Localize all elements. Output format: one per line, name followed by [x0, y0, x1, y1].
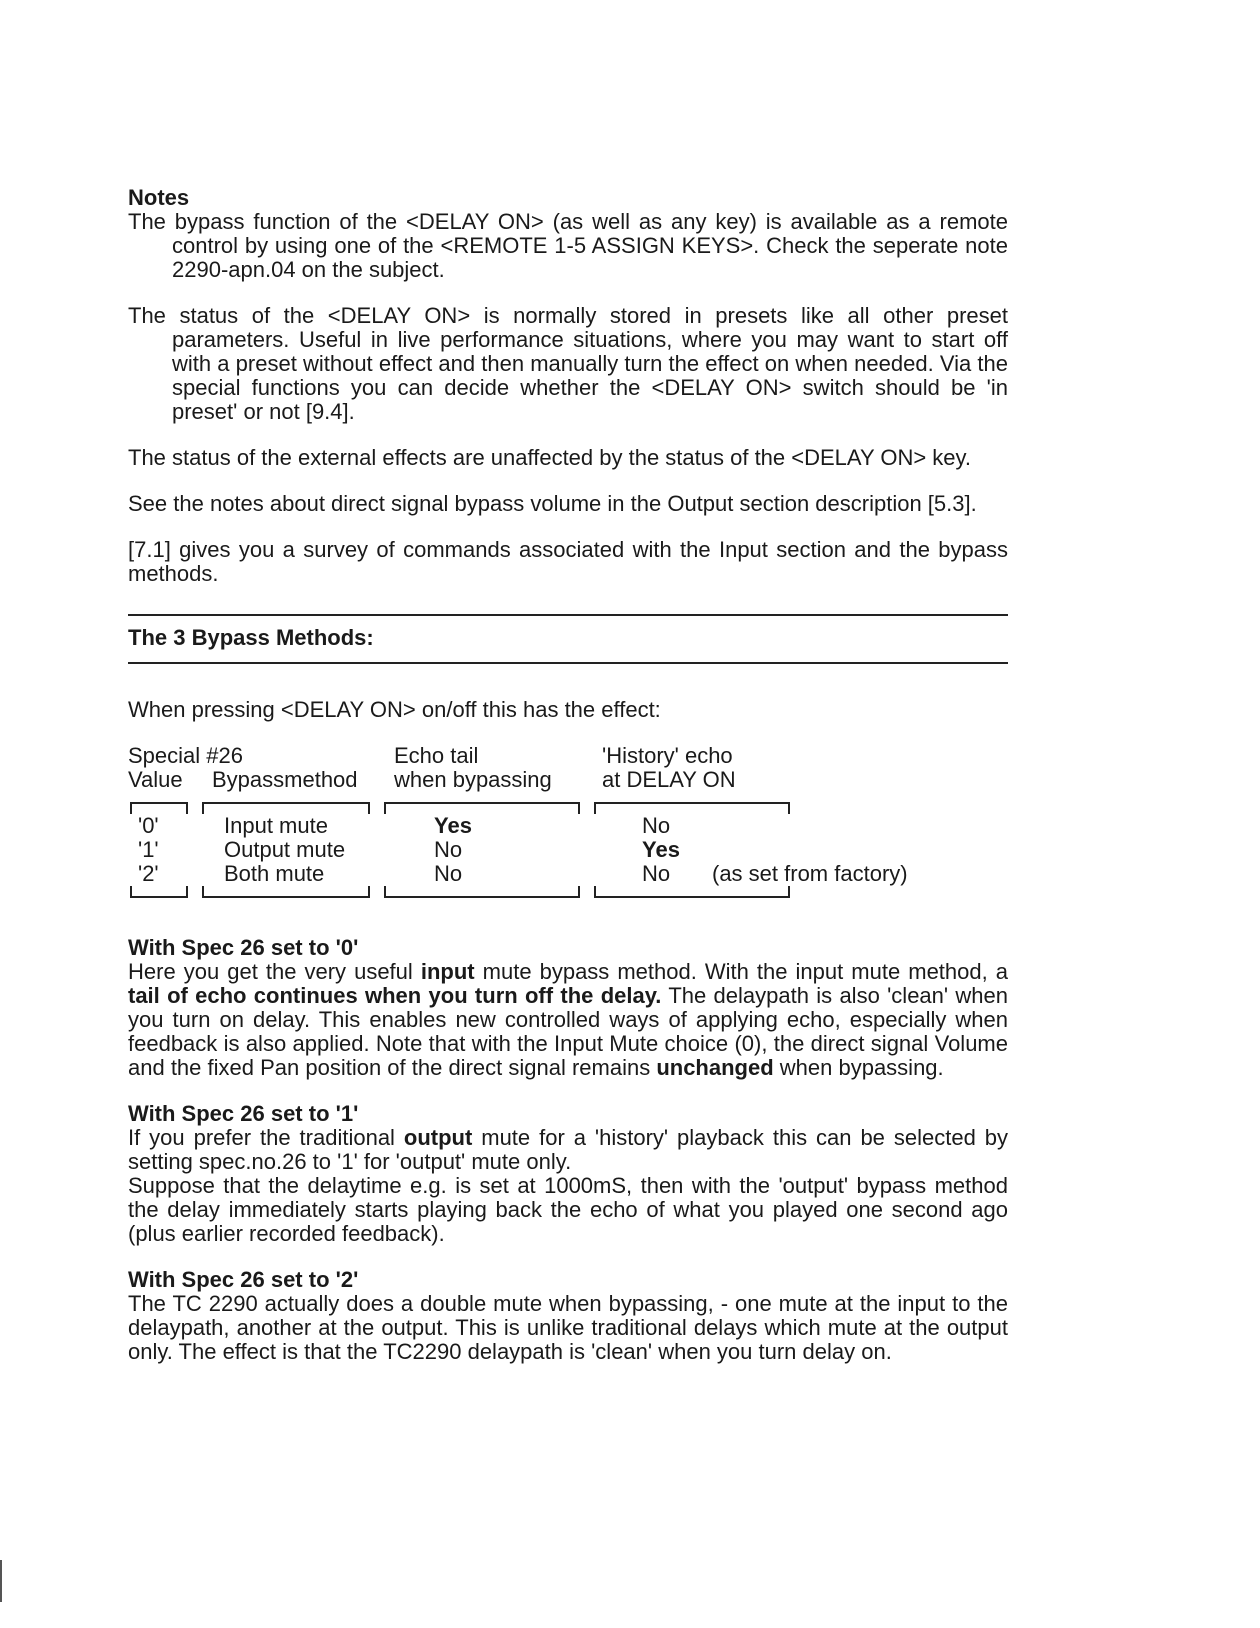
row-2-value: '2': [138, 861, 159, 886]
scan-margin-mark: [0, 1560, 2, 1602]
spec1-bold-output: output: [403, 1125, 473, 1150]
spec0-heading: With Spec 26 set to '0': [128, 935, 359, 960]
table-header: [128, 744, 1008, 794]
header-echo-tail: Echo tail: [394, 743, 479, 768]
spec0-text-2: mute bypass method. With the input mute method, a: [474, 959, 1009, 984]
spec1-body-2: Suppose that the delaytime e.g. is set at 1000mS, then with the 'output' bypass method the delay immediately starts playing back the echo of what you played one second ago (plus earlier recorded feedback).: [128, 1173, 1008, 1246]
header-at-delay-on: at DELAY ON: [602, 767, 736, 792]
row-1-tail: No: [434, 837, 463, 862]
notes-heading: Notes: [128, 185, 190, 210]
row-2-note: (as set from factory): [712, 861, 908, 886]
spec1-body: [128, 1126, 1008, 1174]
row-1-value: '1': [138, 837, 159, 862]
row-2-history: No: [642, 861, 671, 886]
row-2-tail: No: [434, 861, 463, 886]
row-1-history: Yes: [642, 837, 680, 862]
bottom-divider: [128, 662, 1008, 664]
row-0-history: No: [642, 813, 671, 838]
header-value: Value: [128, 767, 183, 792]
notes-paragraph-2: The status of the <DELAY ON> is normally stored in presets like all other preset parameters. Useful in live performance situations, where you may want to start off with a preset without effect and then manually turn the effect on when needed. Via the special functions you can decide whether the <DELAY ON> switch should be 'in preset' or not [9.4].: [128, 303, 1008, 424]
notes-paragraph-4: See the notes about direct signal bypass volume in the Output section description [5.3].: [128, 491, 977, 516]
methods-title: The 3 Bypass Methods:: [128, 625, 374, 650]
spec0-body: [128, 960, 1008, 1080]
row-2-method: Both mute: [224, 861, 325, 886]
header-bypassmethod: Bypassmethod: [212, 767, 358, 792]
header-special: Special #26: [128, 743, 243, 768]
spec0-bold-input: input: [420, 959, 475, 984]
spec0-bold-tail: tail of echo continues when you turn off the delay.: [128, 983, 662, 1008]
spec0-bold-unchanged: unchanged: [656, 1055, 774, 1080]
spec1-heading: With Spec 26 set to '1': [128, 1101, 359, 1126]
spec2-body: The TC 2290 actually does a double mute when bypassing, - one mute at the input to the delaypath, another at the output. This is unlike traditional delays which mute at the output only. The effect is that the TC2290 delaypath is 'clean' when you turn delay on.: [128, 1291, 1008, 1364]
spec0-text-4: when bypassing.: [773, 1055, 944, 1080]
methods-intro: When pressing <DELAY ON> on/off this has the effect:: [128, 697, 661, 722]
bypass-table: [128, 802, 1008, 900]
spec2-heading: With Spec 26 set to '2': [128, 1267, 359, 1292]
row-1-method: Output mute: [224, 837, 346, 862]
row-0-tail: Yes: [434, 813, 472, 838]
notes-paragraph-1: The bypass function of the <DELAY ON> (as well as any key) is available as a remote control by using one of the <REMOTE 1-5 ASSIGN KEYS>. Check the seperate note 2290-apn.04 on the subject.: [128, 209, 1008, 282]
header-when-bypassing: when bypassing: [394, 767, 552, 792]
row-0-method: Input mute: [224, 813, 328, 838]
spec0-text-1: Here you get the very useful: [128, 959, 421, 984]
spec1-text-2: mute for a 'history' playback this can be selected by setting spec.no.26 to '1' for 'output' mute only.: [128, 1125, 1008, 1174]
spec0-text-3: The delaypath is also 'clean' when you turn on delay. This enables new controlled ways of applying echo, especially when feedback is also applied. Note that with the Input Mute choice (0), the direct signal Volume and the fixed Pan position of the direct signal remains: [128, 983, 1008, 1080]
notes-paragraph-3: The status of the external effects are unaffected by the status of the <DELAY ON> key.: [128, 445, 972, 470]
row-0-value: '0': [138, 813, 159, 838]
bracket-tail: [384, 802, 580, 898]
header-history-echo: 'History' echo: [602, 743, 733, 768]
spec1-text-1: If you prefer the traditional: [128, 1125, 404, 1150]
document-page: [128, 186, 1008, 1364]
notes-paragraph-5: [7.1] gives you a survey of commands associated with the Input section and the bypass methods.: [128, 537, 1008, 586]
